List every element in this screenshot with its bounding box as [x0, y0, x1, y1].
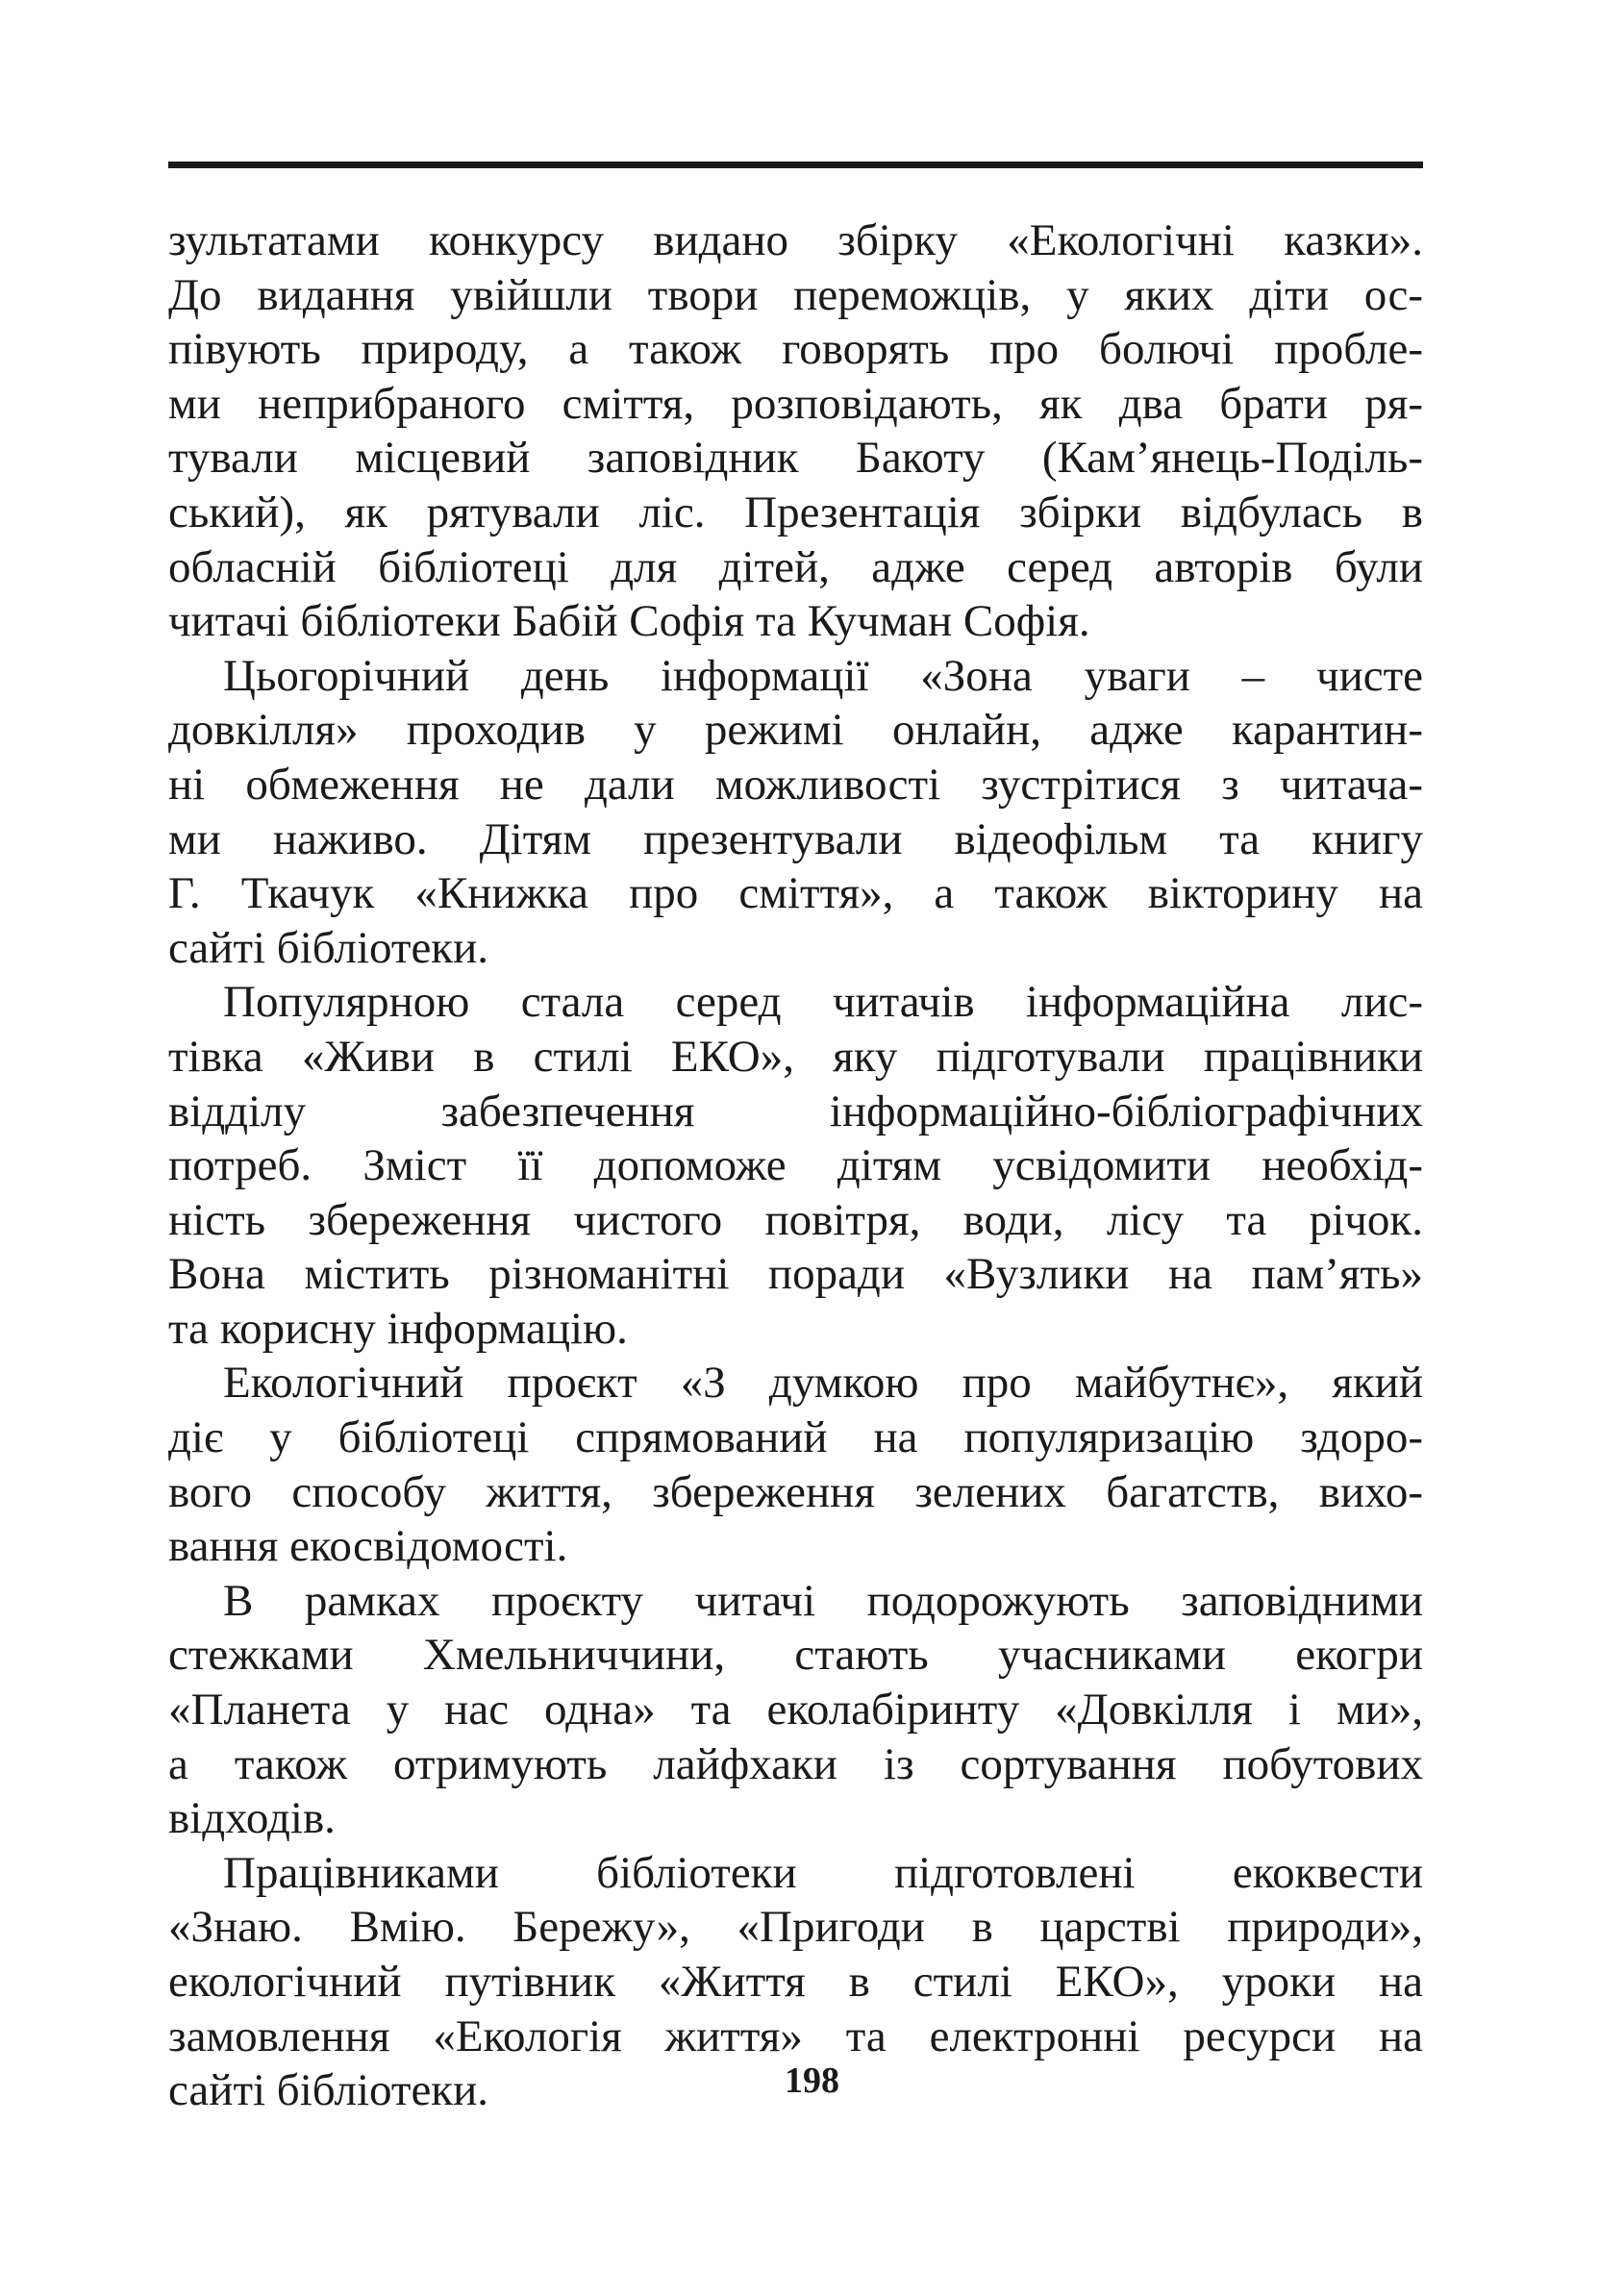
- text-line: Г. Ткачук «Книжка про сміття», а також вікторину на: [168, 868, 1423, 919]
- text-line: ність збереження чистого повітря, води, лісу та річок.: [168, 1194, 1423, 1245]
- text-line: потреб. Зміст її допоможе дітям усвідомити необхід-: [168, 1140, 1423, 1191]
- text-line: «Знаю. Вмію. Бережу», «Пригоди в царстві природи»,: [168, 1902, 1423, 1953]
- text-line: ні обмеження не дали можливості зустрітися з читача-: [168, 759, 1423, 810]
- text-line: діє у бібліотеці спрямований на популяризацію здоро-: [168, 1412, 1423, 1463]
- text-line: тівка «Живи в стилі ЕКО», яку підготували працівники: [168, 1031, 1423, 1082]
- text-line: стежками Хмельниччини, стають учасниками екогри: [168, 1630, 1423, 1681]
- paragraph: [168, 975, 1423, 1356]
- page-number: 198: [785, 2060, 839, 2101]
- text-line: довкілля» проходив у режимі онлайн, адже карантин-: [168, 705, 1423, 756]
- text-line: обласній бібліотеці для дітей, адже серед авторів були: [168, 541, 1423, 592]
- header-rule: [168, 162, 1423, 168]
- paragraph: [168, 1356, 1423, 1573]
- text-line: відходів.: [168, 1793, 336, 1844]
- text-line: вого способу життя, збереження зелених багатств, вихо-: [168, 1466, 1423, 1517]
- text-line: а також отримують лайфхаки із сортування побутових: [168, 1738, 1423, 1789]
- text-line: півують природу, а також говорять про болючі пробле-: [168, 324, 1423, 375]
- text-line: Вона містить різноманітні поради «Вузлики на пам’ять»: [168, 1249, 1423, 1300]
- text-line: сайті бібліотеки.: [168, 2065, 489, 2116]
- text-line: ми наживо. Дітям презентували відеофільм та книгу: [168, 813, 1423, 864]
- body-text: [168, 213, 1423, 2118]
- text-line: Працівниками бібліотеки підготовлені екоквести: [223, 1847, 1423, 1898]
- text-line: Популярною стала серед читачів інформаційна лис-: [223, 977, 1423, 1028]
- text-line: зультатами конкурсу видано збірку «Екологічні казки».: [168, 215, 1423, 265]
- text-line: тували місцевий заповідник Бакоту (Кам’янець-Поділь-: [168, 433, 1423, 484]
- text-line: замовлення «Екологія життя» та електронні ресурси на: [168, 2010, 1423, 2061]
- text-line: «Планета у нас одна» та еколабіринту «Довкілля і ми»,: [168, 1685, 1423, 1735]
- text-line: Екологічний проєкт «З думкою про майбутнє», який: [223, 1358, 1423, 1409]
- text-line: В рамках проєкту читачі подорожують заповідними: [223, 1575, 1423, 1626]
- text-line: ський), як рятували ліс. Презентація збірки відбулась в: [168, 487, 1423, 537]
- paragraph: [168, 213, 1423, 649]
- text-line: читачі бібліотеки Бабій Софія та Кучман Софія.: [168, 596, 1090, 647]
- text-line: Цьогорічний день інформації «Зона уваги – чисте: [223, 650, 1423, 701]
- text-line: та корисну інформацію.: [168, 1303, 628, 1354]
- text-line: До видання увійшли твори переможців, у яких діти ос-: [168, 269, 1423, 320]
- text-line: відділу забезпечення інформаційно-бібліографічних: [168, 1086, 1423, 1136]
- paragraph: [168, 649, 1423, 976]
- text-line: сайті бібліотеки.: [168, 922, 489, 973]
- text-line: ми неприбраного сміття, розповідають, як два брати ря-: [168, 378, 1423, 429]
- paragraph: [168, 1574, 1423, 1846]
- text-line: вання екосвідомості.: [168, 1521, 568, 1572]
- text-line: екологічний путівник «Життя в стилі ЕКО», уроки на: [168, 1957, 1423, 2007]
